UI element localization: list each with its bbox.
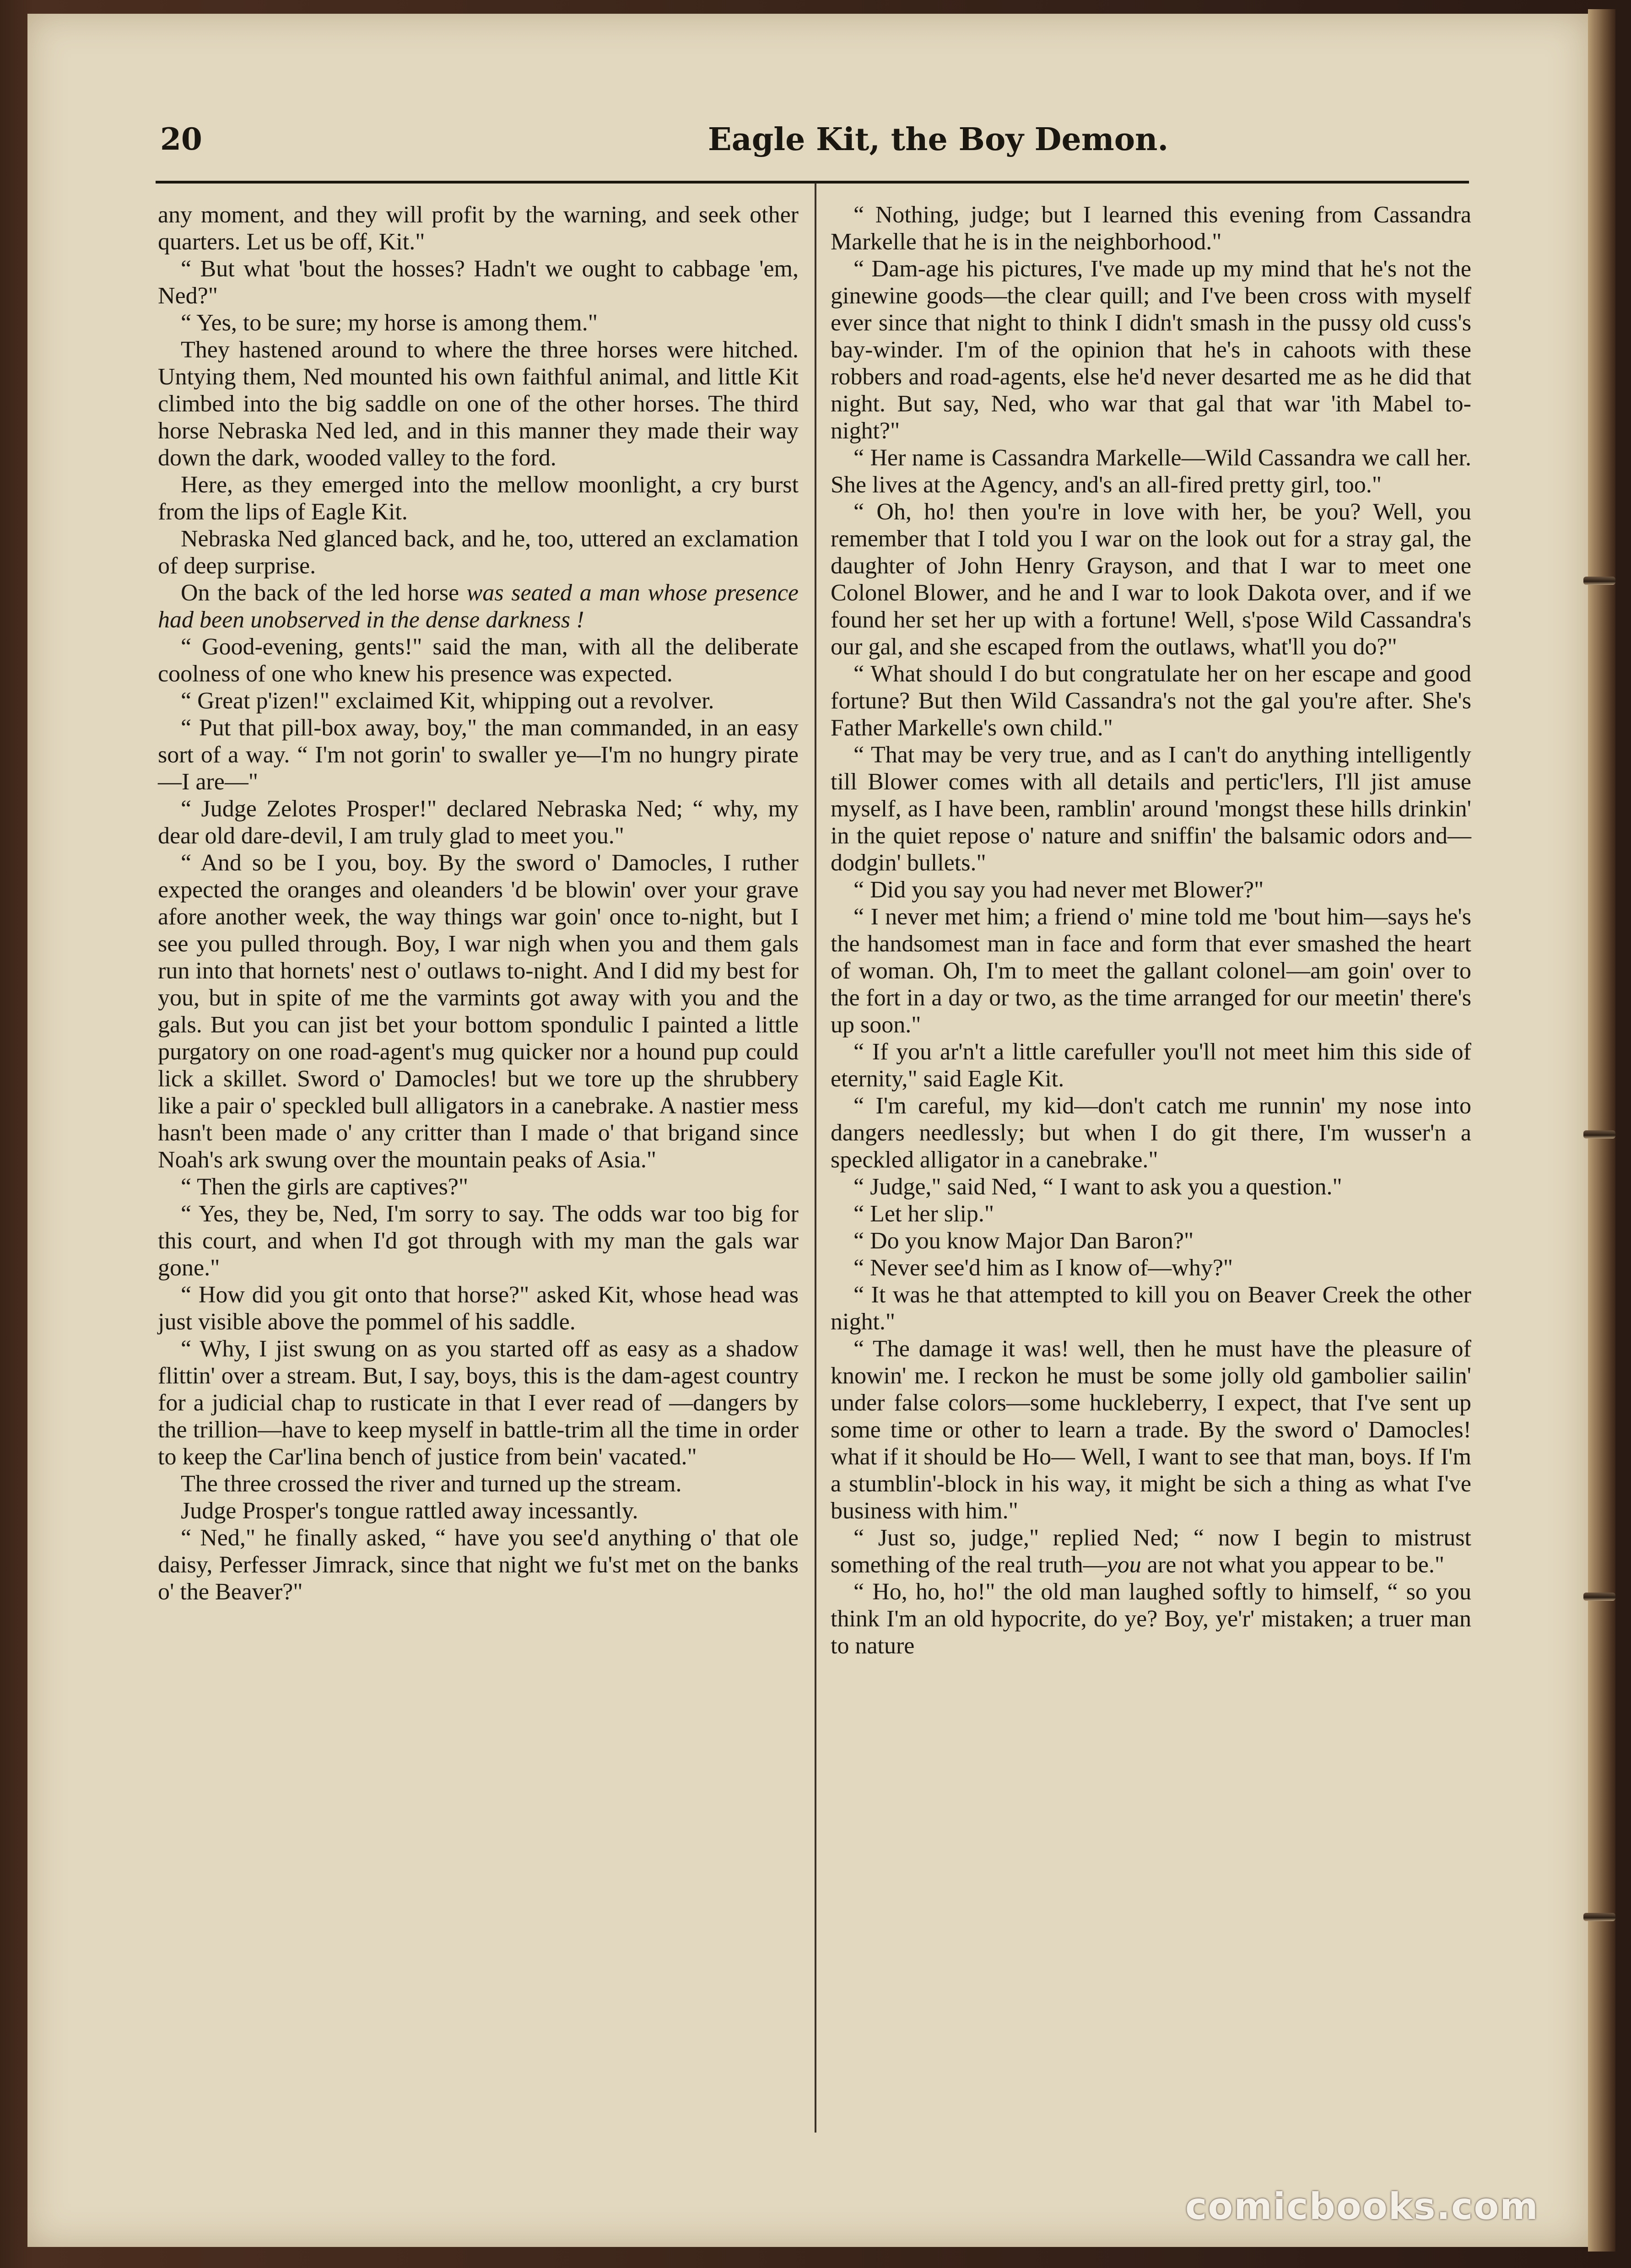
page-header (133, 108, 1469, 158)
paragraph: Here, as they emerged into the mellow moonlight, a cry burst from the lips of Eagle Kit. (158, 472, 799, 525)
paragraph: any moment, and they will profit by the warning, and seek other quarters. Let us be off, Kit." (158, 202, 799, 255)
paragraph: “ I'm careful, my kid—don't catch me runnin' my nose into dangers needlessly; but when I do git there, I'm wusser'n a speckled alligator in a canebrake." (831, 1093, 1471, 1173)
paragraph: “ Oh, ho! then you're in love with her, be you? Well, you remember that I told you I war on the look out for a stray gal, the daughter of John Henry Grayson, and that I war to meet one Colonel Blower, and he and I war to look Dakota over, and if we found her set her up with a fortune! Well, s'pose Wild Cassandra's our gal, and she escaped from the outlaws, what'll you do?" (831, 499, 1471, 660)
header-rule (156, 181, 1469, 184)
paragraph: “ Then the girls are captives?" (181, 1174, 469, 1200)
binding-staple (1583, 1913, 1615, 1921)
column-divider (815, 183, 816, 2133)
left-column (158, 201, 799, 1605)
paragraph: “ If you ar'n't a little carefuller you'll not meet him this side of eternity," said Eagle Kit. (831, 1039, 1471, 1092)
paragraph: “ Yes, they be, Ned, I'm sorry to say. The odds war too big for this court, and when I'd got through with my man the gals war gone." (158, 1201, 799, 1281)
paragraph: “ Put that pill-box away, boy," the man commanded, in an easy sort of a way. “ I'm not gorin' to swaller ye—I'm no hungry pirate—I are—" (158, 715, 799, 795)
paragraph: “ Yes, to be sure; my horse is among them." (181, 310, 598, 336)
paragraph: “ How did you git onto that horse?" asked Kit, whose head was just visible above the pommel of his saddle. (158, 1282, 799, 1335)
paragraph: “ Good-evening, gents!" said the man, with all the deliberate coolness of one who knew his presence was expected. (158, 634, 799, 687)
paragraph (831, 1524, 1471, 1578)
paragraph: “ Let her slip." (853, 1201, 994, 1227)
paragraph: “ But what 'bout the hosses? Hadn't we ought to cabbage 'em, Ned?" (158, 256, 799, 309)
italic-text: you (1107, 1552, 1141, 1578)
paragraph: “ I never met him; a friend o' mine told me 'bout him—says he's the handsomest man in face and form that ever smashed the heart of woman. Oh, I'm to meet the gallant colonel—am goin' over to the fort in a day or two, as the time arranged for our meetin' there's up soon." (831, 904, 1471, 1038)
paragraph: “ And so be I you, boy. By the sword o' Damocles, I ruther expected the oranges and oleanders 'd be blowin' over your grave afore another week, the way things war goin' once to-night, but I see you pulled through. Boy, I war nigh when you and them gals run into that hornets' nest o' outlaws to-night. And I did my best for you, but in spite of me the varmints got away with you and the gals. But you can jist bet your bottom spondulic I painted a little purgatory on one road-agent's mug quicker nor a hound pup could lick a skillet. Sword o' Damocles! but we tore up the shrubbery like a pair o' speckled bull alligators in a canebrake. A nastier mess hasn't been made o' any critter than I made o' that brigand since Noah's ark swung over the mountain peaks of Asia." (158, 850, 799, 1173)
paragraph: “ Judge," said Ned, “ I want to ask you a question." (853, 1174, 1342, 1200)
paragraph: “ Great p'izen!" exclaimed Kit, whipping out a revolver. (181, 688, 714, 714)
paragraph: “ Nothing, judge; but I learned this evening from Cassandra Markelle that he is in the neighborhood." (831, 202, 1471, 255)
paragraph: “ Did you say you had never met Blower?" (853, 877, 1264, 903)
paragraph: Nebraska Ned glanced back, and he, too, uttered an exclamation of deep surprise. (158, 526, 799, 579)
paragraph-text: “ Just so, judge," replied Ned; “ now I begin to mistrust something of the real truth— (831, 1525, 1471, 1578)
paragraph: “ Judge Zelotes Prosper!" declared Nebraska Ned; “ why, my dear old dare-devil, I am truly glad to meet you." (158, 796, 799, 849)
paragraph: “ What should I do but congratulate her on her escape and good fortune? But then Wild Cassandra's not the gal you're after. She's Father Markelle's own child." (831, 661, 1471, 741)
paragraph: “ Ho, ho, ho!" the old man laughed softly to himself, “ so you think I'm an old hypocrite, do ye? Boy, ye'r' mistaken; a truer man to nature (831, 1579, 1471, 1659)
paragraph-text: are not what you appear to be." (1141, 1552, 1445, 1578)
paragraph: “ The damage it was! well, then he must have the pleasure of knowin' me. I reckon he must be some jolly old gambolier sailin' under false colors—some huckleberry, I expect, that I've sent up some time or other to learn a trade. By the sword o' Damocles! what if it should be Ho— Well, I want to see that man, boys. If I'm a stumblin'-block in his way, it might be sich a thing as what I've business with him." (831, 1336, 1471, 1524)
paragraph: Judge Prosper's tongue rattled away incessantly. (181, 1498, 638, 1524)
paragraph: “ It was he that attempted to kill you on Beaver Creek the other night." (831, 1282, 1471, 1335)
watermark: comicbooks.com (1185, 2185, 1539, 2228)
paragraph: “ That may be very true, and as I can't do anything intelligently till Blower comes with all details and pertic'lers, I'll jist amuse myself, as I have been, ramblin' around 'mongst these hills drinkin' in the quiet repose o' nature and sniffin' the balsamic odors and—dodgin' bullets." (831, 742, 1471, 876)
binding-staple (1583, 1130, 1615, 1139)
right-column (831, 201, 1471, 1659)
italic-text: was seated a man whose presence had been unobserved in the dense darkness ! (158, 580, 799, 633)
paragraph: “ Do you know Major Dan Baron?" (853, 1228, 1194, 1254)
paragraph: “ Never see'd him as I know of—why?" (853, 1255, 1233, 1281)
running-title: Eagle Kit, the Boy Demon. (707, 121, 1169, 158)
binding-staple (1583, 1593, 1615, 1601)
paragraph: “ Why, I jist swung on as you started off as easy as a shadow flittin' over a stream. But, I say, boys, this is the dam-agest country for a judicial chap to rusticate in that I ever read of —dangers by the trillion—have to keep myself in battle-trim all the time in order to keep the Car'lina bench of justice from bein' vacated." (158, 1336, 799, 1470)
paragraph: The three crossed the river and turned up the stream. (181, 1471, 682, 1497)
binding-staple (1583, 577, 1615, 585)
page-number: 20 (160, 121, 202, 157)
paragraph-text: On the back of the led horse (181, 580, 467, 606)
paragraph: “ Ned," he finally asked, “ have you see'd anything o' that ole daisy, Perfesser Jimrack, since that night we fu'st met on the banks o' the Beaver?" (158, 1525, 799, 1605)
paragraph: They hastened around to where the three horses were hitched. Untying them, Ned mounted his own faithful animal, and little Kit climbed into the big saddle on one of the other horses. The third horse Nebraska Ned led, and in this manner they made their way down the dark, wooded valley to the ford. (158, 337, 799, 471)
paragraph: “ Her name is Cassandra Markelle—Wild Cassandra we call her. She lives at the Agency, and's an all-fired pretty girl, too." (831, 445, 1471, 498)
paragraph (158, 579, 799, 633)
paragraph: “ Dam-age his pictures, I've made up my mind that he's not the ginewine goods—the clear quill; and I've been cross with myself ever since that night to think I didn't smash in the pussy old cuss's bay-winder. I'm of the opinion that he's in cahoots with these robbers and road-agents, else he'd never desarted me as he did that night. But say, Ned, who war that gal that war 'ith Mabel to-night?" (831, 256, 1471, 444)
